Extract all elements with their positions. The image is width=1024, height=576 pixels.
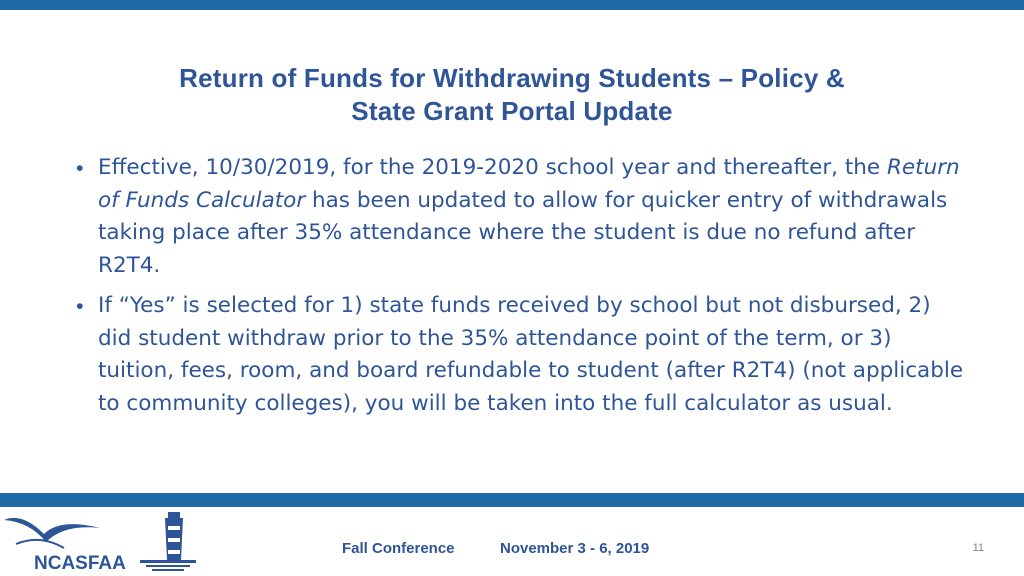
bullet-1-italic-term: Return of Funds Calculator <box>98 155 960 213</box>
footer-conference: Fall Conference <box>342 540 455 557</box>
seagull-icon <box>4 518 100 542</box>
slide-title-line-1: Return of Funds for Withdrawing Students – Policy & <box>179 63 845 93</box>
bullet-list <box>70 152 970 428</box>
bullet-item-2 <box>70 290 970 420</box>
wave-icon <box>16 540 64 548</box>
bullet-1-text-start: Effective, 10/30/2019, for the 2019-2020 school year and thereafter, the <box>98 155 887 180</box>
bullet-item-1 <box>70 152 970 282</box>
logo-text: NCASFAA <box>34 553 126 574</box>
ncasfaa-logo <box>0 508 210 576</box>
lighthouse-icon <box>140 512 196 571</box>
footer-dates: November 3 - 6, 2019 <box>500 540 650 557</box>
bullet-2-text: If “Yes” is selected for 1) state funds received by school but not disbursed, 2) did student withdraw prior to the 35% attendance point of the term, or 3) tuition, fees, room, and board refundable to student (after R2T4) (not applicable to community colleges), you will be taken into the full calculator as usual. <box>98 293 964 416</box>
footer-accent-band <box>0 493 1024 507</box>
page-number: 11 <box>972 542 984 554</box>
bullet-1-text-end: has been updated to allow for quicker entry of withdrawals taking place after 35% attendance where the student is due no refund after R2T4. <box>98 187 948 278</box>
slide-title <box>40 62 984 128</box>
slide-title-line-2: State Grant Portal Update <box>351 96 673 126</box>
top-accent-bar <box>0 0 1024 10</box>
